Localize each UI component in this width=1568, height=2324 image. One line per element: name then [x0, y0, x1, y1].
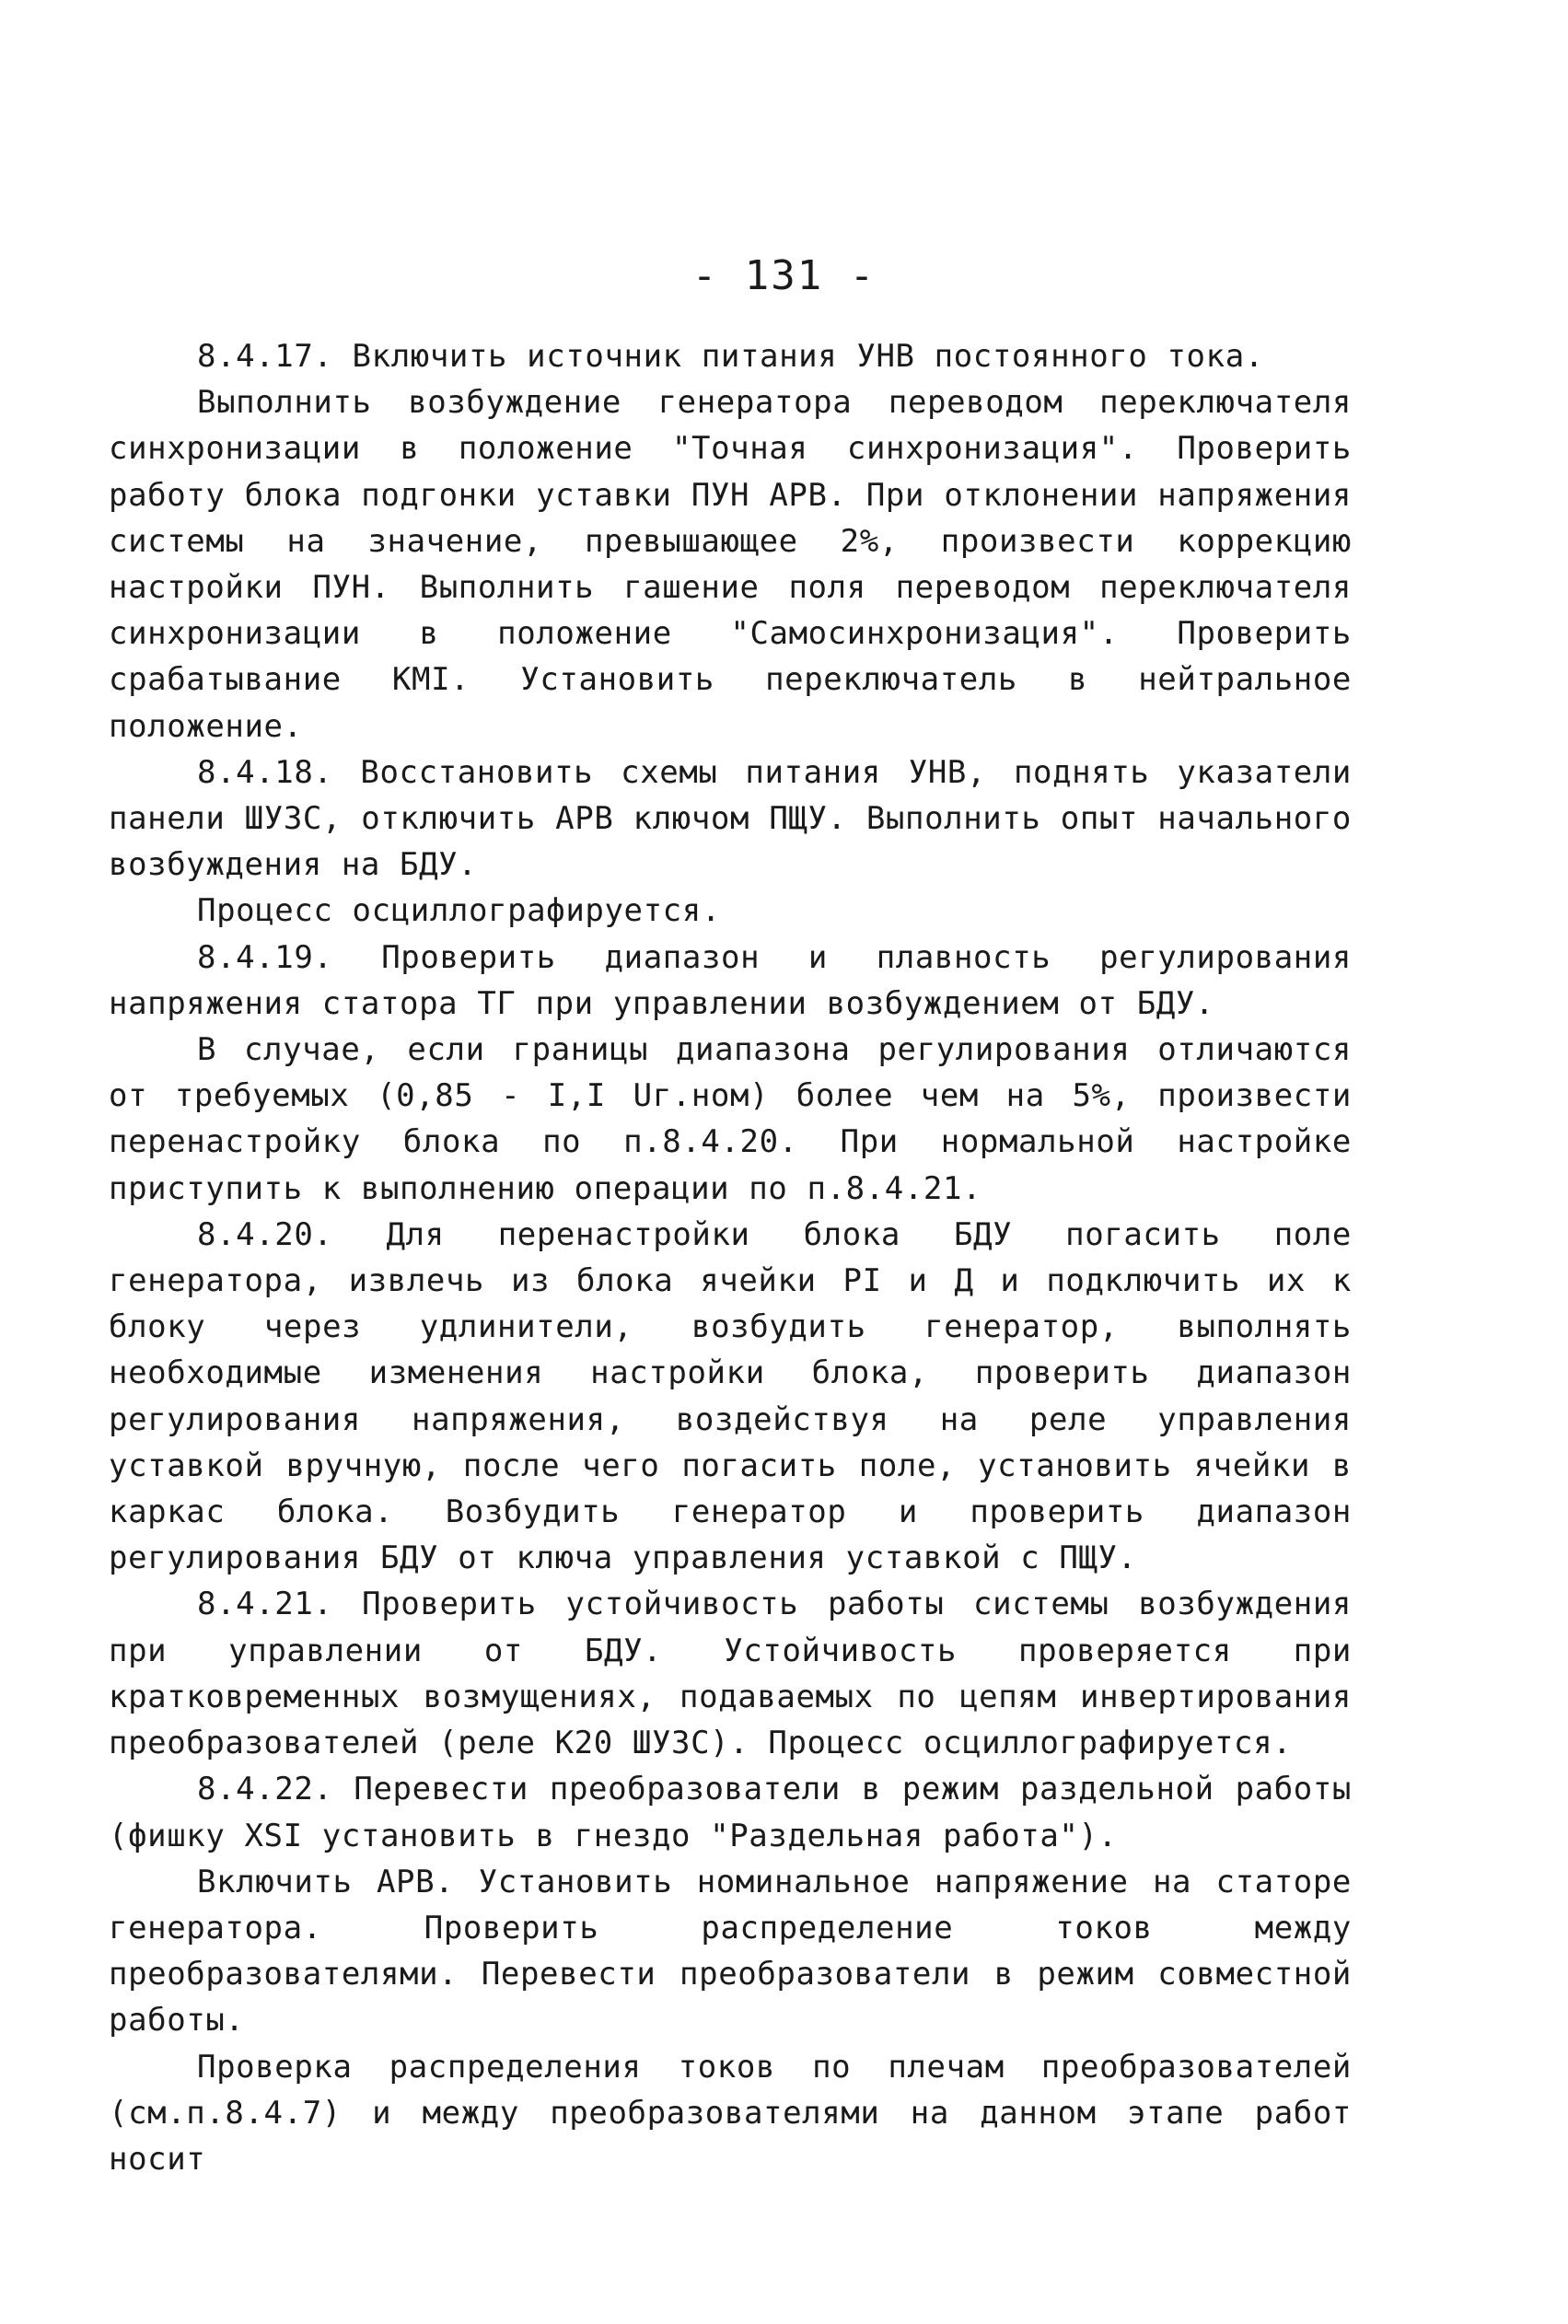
paragraph-excitation-check: Выполнить возбуждение генератора переводом переключателя синхронизации в положение "Точная синхронизация". Проверить работу блока подгонки уставки ПУН АРВ. При отклонении напряжения системы на значение, превышающее 2%, произвести коррекцию настройки ПУН. Выполнить гашение поля переводом переключателя синхронизации в положение "Самосинхронизация". Проверить срабатывание КМI. Установить переключатель в нейтральное положение. — [109, 384, 1352, 745]
paragraph-8-4-19: 8.4.19. Проверить диапазон и плавность регулирования напряжения статора ТГ при управлении возбуждением от БДУ. — [109, 938, 1352, 1022]
paragraph-8-4-18: 8.4.18. Восстановить схемы питания УНВ, поднять указатели панели ШУЗС, отключить АРВ ключом ПЩУ. Выполнить опыт начального возбуждения на БДУ. — [109, 753, 1352, 884]
document-body — [109, 333, 1352, 2182]
paragraph-enable-arv: Включить АРВ. Установить номинальное напряжение на статоре генератора. Проверить распределение токов между преобразователями. Перевести преобразователи в режим совместной работы. — [109, 1863, 1352, 2039]
page-number: - 131 - — [691, 252, 877, 299]
paragraph-8-4-22: 8.4.22. Перевести преобразователи в режим раздельной работы (фишку XSI установить в гнездо "Раздельная работа"). — [109, 1771, 1352, 1854]
paragraph-range-deviation: В случае, если границы диапазона регулирования отличаются от требуемых (0,85 - I,I Uг.ном) более чем на 5%, произвести перенастройку блока по п.8.4.20. При нормальной настройке приступить к выполнению операции по п.8.4.21. — [109, 1031, 1352, 1207]
paragraph-oscillography-note: Процесс осциллографируется. — [197, 892, 721, 930]
paragraph-current-distribution: Проверка распределения токов по плечам преобразователей (см.п.8.4.7) и между преобразователями на данном этапе работ носит — [109, 2048, 1352, 2178]
paragraph-8-4-20: 8.4.20. Для перенастройки блока БДУ погасить поле генератора, извлечь из блока ячейки PI и Д и подключить их к блоку через удлинители, возбудить генератор, выполнять необходимые изменения настройки блока, проверить диапазон регулирования напряжения, воздействуя на реле управления уставкой вручную, после чего погасить поле, установить ячейки в каркас блока. Возбудить генератор и проверить диапазон регулирования БДУ от ключа управления уставкой с ПЩУ. — [109, 1215, 1352, 1577]
paragraph-8-4-17: 8.4.17. Включить источник питания УНВ постоянного тока. — [197, 338, 1264, 375]
paragraph-8-4-21: 8.4.21. Проверить устойчивость работы системы возбуждения при управлении от БДУ. Устойчивость проверяется при кратковременных возмущениях, подаваемых по цепям инвертирования преобразователей (реле К20 ШУЗС). Процесс осциллографируется. — [109, 1586, 1352, 1762]
